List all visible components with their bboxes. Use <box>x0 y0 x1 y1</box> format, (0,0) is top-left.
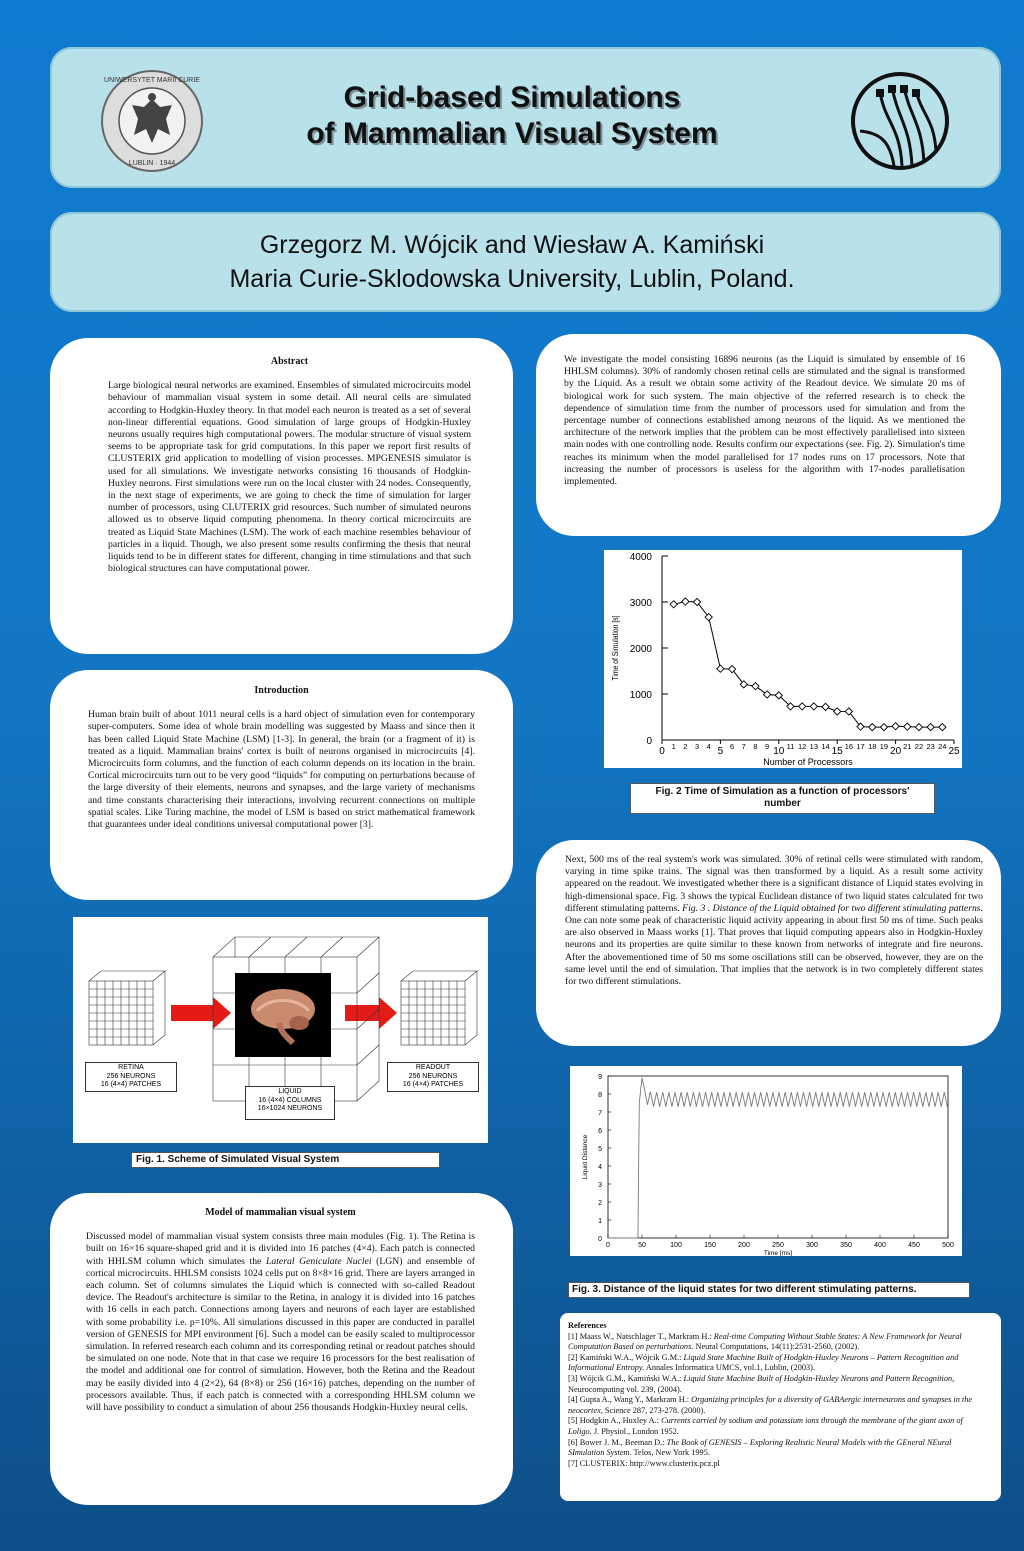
arrow-retina-to-liquid <box>171 997 231 1029</box>
y-tick-label: 8 <box>598 1092 602 1099</box>
data-point <box>764 691 771 698</box>
abstract-text: Large biological neural networks are examined. Ensembles of simulated microcircuits model behaviour of mammalian visual system in some detail. All neural cells are simulated according to Hodgkin-Huxley theory. In that model each neuron is treated as a set of several non-linear differential equations. Good simulation of large groups of Hodgkin-Huxley neurons usually requires high computational powers. The modular structure of visual system seems to be appropriate task for grid computations. In this paper we report first results of CLUSTERIX grid application to modelling of vision processes. MPGENESIS simulator is used for all simulations. We investigate networks consisting 16 thousands of Hodgkin-Huxley neurons. First simulations were run on the local cluster with 24 nodes. Consequently, in the next stage of experiments, we are going to check the time of simulation for larger number of processors, using CLUTERIX grid resources. Such number of simulated neurons allowed us to observe liquid computing phenomena. In theory cortical microcircuits are treated as Liquid State Machines (LSM). The work of each machine resembles behaviour of particles in a liquid. Though, we also present some results confirming the thesis that neural liquids tend to be in different states for different, changing in time stimulations and that such biological structures can have computational power. <box>108 380 471 575</box>
x-minor-tick-label: 1 <box>671 742 676 751</box>
x-tick-label: 15 <box>831 746 843 757</box>
x-minor-tick-label: 18 <box>868 742 877 751</box>
introduction-text: Human brain built of about 1011 neural cells is a hard object of simulation even for contemporary super-computers. Some idea of whole brain modelling was suggested by Maass and since then it has been called Liquid State Machine (LSM) [1-3]. In general, the brain (or a fragment of it) is treated as a liquid. Mammalian brains' cortex is built of neurons organised in microcircuits [4]. Microcircuits form columns, and the function of each column depends on its location in the brain. Cortical microcircuits turn out to be very good “liquids” for computing on perturbations because of the large diversity of their elements, neurons and synapses, and the large variety of mechanisms and time constants characterising their interactions, involving recurrent connections on multiple spatial scales. Like Turing machine, the model of LSM is based on strict mathematical framework that guarantees under ideal conditions universal computational power [3]. <box>88 709 475 831</box>
reference-item: [3] Wójcik G.M., Kamiński W.A.: Liquid State Machine Built of Hodgkin-Huxley Neurons and Pattern Recognition, Neurocomputing vol. 239, (2004). <box>568 1373 955 1394</box>
data-point <box>880 724 887 731</box>
fig1-caption: Fig. 1. Scheme of Simulated Visual System <box>131 1152 440 1168</box>
introduction-box <box>50 670 513 900</box>
readout-grid <box>401 971 477 1045</box>
data-point <box>822 703 829 710</box>
fig3-caption: Fig. 3. Distance of the liquid states for two different stimulating patterns. <box>568 1282 970 1298</box>
data-point <box>904 723 911 730</box>
fig2-chart-frame <box>604 550 962 768</box>
y-tick-label: 0 <box>646 736 652 747</box>
x-minor-tick-label: 21 <box>903 742 912 751</box>
y-tick-label: 7 <box>598 1110 602 1117</box>
introduction-heading: Introduction <box>254 685 309 696</box>
references-list <box>568 1321 981 1469</box>
abstract-heading: Abstract <box>270 356 309 367</box>
x-minor-tick-label: 24 <box>938 742 947 751</box>
x-tick-label: 300 <box>806 1242 818 1249</box>
x-minor-tick-label: 2 <box>683 742 688 751</box>
x-tick-label: 20 <box>890 746 902 757</box>
results-box-1 <box>536 334 1001 536</box>
x-axis-label: Number of Processors <box>763 757 853 767</box>
svg-text:UNIWERSYTET MARII CURIE: UNIWERSYTET MARII CURIE <box>104 77 200 84</box>
x-tick-label: 250 <box>772 1242 784 1249</box>
data-point <box>892 723 899 730</box>
model-heading: Model of mammalian visual system <box>205 1207 356 1218</box>
poster-title <box>0 80 1024 152</box>
x-minor-tick-label: 13 <box>809 742 819 751</box>
x-tick-label: 350 <box>840 1242 852 1249</box>
y-tick-label: 0 <box>598 1236 602 1243</box>
x-axis-label: Time [ms] <box>763 1250 793 1256</box>
data-point <box>915 724 922 731</box>
reference-item: [4] Gupta A., Wang Y., Markram H.: Organizing principles for a diversity of GABAergic interneurons and synapses in the neocortex, Science 287, 273-278. (2000). <box>568 1395 973 1415</box>
y-axis-label: Liquid Distance <box>582 1134 589 1180</box>
fig3-chart <box>570 1066 962 1256</box>
x-minor-tick-label: 3 <box>694 742 700 751</box>
x-minor-tick-label: 14 <box>821 742 830 751</box>
reference-item: [2] Kamiński W.A., Wójcik G.M.: Liquid State Machine Built of Hodgkin-Huxley Neurons – Pattern Recognition and Informational Entropy. Annales Informatica UMCS, vol.1, Lublin, (2003). <box>568 1352 959 1373</box>
x-minor-tick-label: 11 <box>786 742 795 751</box>
data-point <box>869 724 876 731</box>
x-tick-label: 0 <box>606 1242 610 1249</box>
fig3-chart-frame <box>570 1066 962 1256</box>
arrow-liquid-to-readout <box>345 997 397 1029</box>
results-text-2: Next, 500 ms of the real system's work was simulated. 30% of retinal cells were stimulated with random, varying in time spike trains. The signal was then transformed by a liquid. As a result some activity appeared on the readout. We investigated whether there is a significant distance of Liquid states evolving in high-dimensional space. Fig. 3 shows the typical Euclidean distance of two liquid states calculated for two different stimulating patterns. Fig. 3 . Distance of the Liquid obtained for two different stimulating patterns. One can note some peak of characteristic liquid activity appearing in about first 50 ms of time. Such peaks are also observed in Maass works [1]. That proves that liquid computing appears also in Hodgkin-Huxley neurons and its properties are quite similar to these known from networks of integrate and fire neurons. After the abovementioned time of 50 ms some oscillations still can be observed, however, they are on the same level until the end of simulation. That implies that the network is in two completely different states for two different stimulations. <box>565 854 983 988</box>
affiliation: Maria Curie-Sklodowska University, Lublin, Poland. <box>229 265 795 293</box>
fig1-scheme <box>73 917 488 1143</box>
y-tick-label: 1 <box>598 1218 602 1225</box>
y-tick-label: 4 <box>598 1164 602 1171</box>
x-tick-label: 0 <box>659 746 665 757</box>
model-text: Discussed model of mammalian visual system consists three main modules (Fig. 1). The Retina is built on 16×16 square-shaped grid and it is divided into 16 patches (4×4). Each patch is connected with HHLSM column which simulates the Lateral Geniculate Nuclei (LGN) and ensemble of cortical microcircuits. HHLSM consists 1024 cells put on 8×8×16 grid. There are layers arranged in each column. Set of columns simulates the Liquid which is connected with so-called Readout device. The Readout's architecture is similar to the Retina, in analogy it is divided into 16 patches with 16 cells in each patch. Connections among layers and neurons of each layer are established with some probability i.e. p=10%. All simulations discussed in this paper are conducted in parallel version of GENESIS for MPI environment [6]. Such a model can be easily scaled to multiprocessor simulation. In referred research each column and its corresponding retinal or readout patches should be simulated on one node. Note that in that case we require 16 processors for the best realisation of the model and additional one for control of simulation. However, both the Retina and the Readout may be easily divided into 4 (2×2), 64 (8×8) or 256 (16×16) patches, depending on the number of processors available. Thus, if each patch is connected with a corresponding HHLSM column we will have possibility to conduct a simulation of about 256 thousands Hodgkin-Huxley neural cells. <box>86 1231 475 1414</box>
readout-label: READOUT 256 NEURONS 16 (4×4) PATCHES <box>387 1062 479 1092</box>
data-point <box>752 683 759 690</box>
x-minor-tick-label: 23 <box>926 742 935 751</box>
references-box <box>560 1313 1001 1501</box>
y-tick-label: 2 <box>598 1200 602 1207</box>
authors-block <box>0 228 1024 296</box>
y-tick-label: 3 <box>598 1182 602 1189</box>
model-box <box>50 1193 513 1505</box>
y-tick-label: 4000 <box>629 552 652 563</box>
x-tick-label: 50 <box>638 1242 646 1249</box>
x-minor-tick-label: 7 <box>741 742 746 751</box>
x-tick-label: 500 <box>942 1242 954 1249</box>
data-point <box>927 724 934 731</box>
x-minor-tick-label: 19 <box>879 742 889 751</box>
reference-item: [5] Hodgkin A., Huxley A.: Currents carried by sodium and potassium ions through the membrane of the giant axon of Loligo. J. Physiol., London 1952. <box>568 1416 963 1436</box>
y-tick-label: 1000 <box>629 690 652 701</box>
results-text-1: We investigate the model consisting 16896 neurons (as the Liquid is simulated by ensemble of 16 HHLSM columns). 30% of randomly chosen retinal cells are stimulated and the signal is transformed by the Liquid. As a result we obtain some activity of the Readout device. We simulate 20 ms of biological work for such system. The main objective of the referred research is to check the dependence of simulation time from the number of processors used for simulation and from the percentage number of connections established among neurons of the liquid. As we mentioned the architecture of the network implies that the problem can be most effectively parallelised into sixteen main nodes with one controlling node. Results confirm our expectations (see. Fig. 2). Simulation's time reaches its minimum when the model parallelised for 17 nodes runs on 17 processors. Note that increasing the number of processors is useless for the algorithm with 17-nodes parallelisation implemented. <box>564 354 965 488</box>
results-box-2 <box>536 840 1001 1046</box>
x-tick-label: 400 <box>874 1242 886 1249</box>
x-minor-tick-label: 17 <box>856 742 865 751</box>
data-point <box>682 598 689 605</box>
author-names: Grzegorz M. Wójcik and Wiesław A. Kamiński <box>259 231 765 259</box>
x-minor-tick-label: 9 <box>765 742 770 751</box>
series-line <box>608 1078 947 1238</box>
data-point <box>810 703 817 710</box>
series-line <box>674 602 943 728</box>
x-tick-label: 10 <box>773 746 785 757</box>
data-point <box>834 708 841 715</box>
reference-item: [6] Bower J. M., Beeman D.: The Book of GENESIS – Exploring Realistic Neural Models with the GEneral NEural SImulation System. Telos, New York 1995. <box>568 1437 952 1458</box>
abstract-box <box>50 338 513 654</box>
x-minor-tick-label: 8 <box>753 742 758 751</box>
x-minor-tick-label: 22 <box>914 742 924 751</box>
y-tick-label: 2000 <box>629 644 652 655</box>
x-tick-label: 25 <box>948 746 960 757</box>
y-tick-label: 9 <box>598 1074 602 1081</box>
retina-grid <box>89 971 165 1045</box>
reference-item: [1] Maass W., Natschlager T., Markram H.: Real-time Computing Without Stable States: A New Framework for Neural Computation Based on perturbations. Neural Computations, 14(11):2531-2560, (2002). <box>568 1331 962 1352</box>
svg-text:LUBLIN · 1944: LUBLIN · 1944 <box>128 160 176 167</box>
fig2-chart <box>604 550 962 768</box>
x-tick-label: 100 <box>670 1242 682 1249</box>
title-line-1: Grid-based Simulations <box>343 81 681 114</box>
y-tick-label: 6 <box>598 1128 602 1135</box>
y-axis-label: Time of Simulation [s] <box>610 615 621 681</box>
y-tick-label: 3000 <box>629 598 652 609</box>
references-heading: References <box>568 1321 607 1330</box>
data-point <box>799 703 806 710</box>
x-minor-tick-label: 12 <box>797 742 807 751</box>
retina-label: RETINA 256 NEURONS 16 (4×4) PATCHES <box>85 1062 177 1092</box>
x-minor-tick-label: 4 <box>706 742 711 751</box>
liquid-label: LIQUID 16 (4×4) COLUMNS 16×1024 NEURONS <box>245 1086 335 1120</box>
fig2-caption: Fig. 2 Time of Simulation as a function of processors' number <box>630 783 935 814</box>
data-point <box>939 724 946 731</box>
x-tick-label: 200 <box>738 1242 750 1249</box>
x-tick-label: 150 <box>704 1242 716 1249</box>
y-tick-label: 5 <box>598 1146 602 1153</box>
data-point <box>717 665 724 672</box>
reference-item: [7] CLUSTERIX: http://www.clusterix.pcz.pl <box>568 1458 720 1468</box>
title-line-2: of Mammalian Visual System <box>306 117 718 150</box>
x-tick-label: 5 <box>717 746 724 757</box>
x-minor-tick-label: 6 <box>729 742 735 751</box>
x-tick-label: 450 <box>908 1242 920 1249</box>
data-point <box>670 601 677 608</box>
x-minor-tick-label: 16 <box>844 742 854 751</box>
